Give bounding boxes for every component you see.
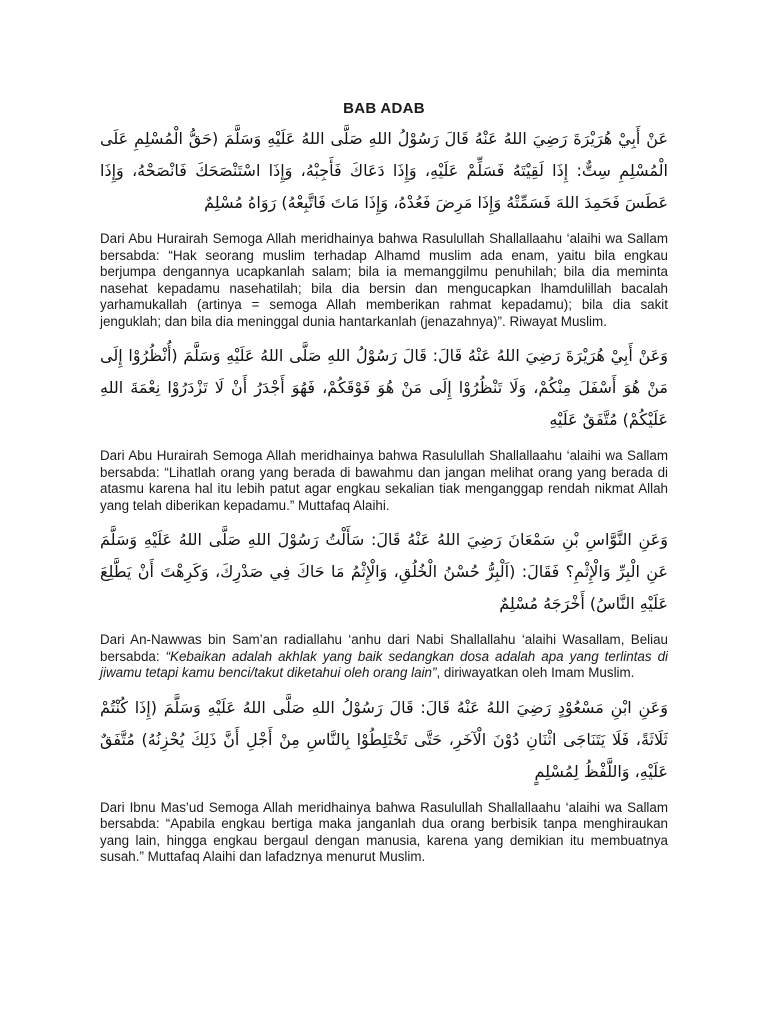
hadith-translation-1: Dari Abu Hurairah Semoga Allah meridhainya bahwa Rasulullah Shallallaahu ‘alaihi wa Sallam bersabda: “Hak seorang muslim terhadap Alhamd muslim ada enam, yaitu bila engkau berjumpa dengannya ucapkanlah salam; bila ia memanggilmu penuhilah; bila dia meminta nasehat kepadamu nasehatilah; bila dia bersin dan mengucapkan lhamdulillah bacalah yarhamukallah (artinya = semoga Allah memberikan rahmat kepadamu); bila dia sakit jenguklah; dan bila dia meninggal dunia hantarkanlah (jenazahnya)”. Riwayat Muslim. [100, 231, 668, 329]
hadith-translation-2: Dari Abu Hurairah Semoga Allah meridhainya bahwa Rasulullah Shallallaahu ‘alaihi wa Sallam bersabda: “Lihatlah orang yang berada di bawahmu dan jangan melihat orang yang berada di atasmu karena hal itu lebih patut agar engkau sekalian tiak menganggap rendah nikmat Allah yang telah diberikan kepadamu.” Muttafaq Alaihi. [100, 448, 668, 513]
page-title: BAB ADAB [343, 100, 425, 117]
translation-3-intro: Dari An-Nawwas bin Sam’an radiallahu ‘anhu dari Nabi Shallallahu ‘alaihi Wasallam, Beliau bersabda: [100, 632, 668, 664]
hadith-arabic-1: عَنْ أَبِيْ هُرَيْرَةَ رَضِيَ اللهُ عَنْهُ قَالَ رَسُوْلُ اللهِ صَلَّى اللهُ عَلَيْهِ وَسَلَّمَ (حَقُّ الْمُسْلِمِ عَلَى الْمُسْلِمِ سِتٌّ: إِذَا لَقِيْتَهُ فَسَلِّمْ عَلَيْهِ، وَإِذَا دَعَاكَ فَأَجِبْهُ، وَإِذَا اسْتَنْصَحَكَ فَانْصَحْهُ، وَإِذَا عَطَسَ فَحَمِدَ اللهَ فَسَمِّتْهُ وَإِذَا مَرِضَ فَعُدْهُ، وَإِذَا مَاتَ فَاتَّبِعْهُ) رَوَاهُ مُسْلِمٌ [100, 129, 668, 212]
hadith-arabic-2: وَعَنْ أَبِيْ هُرَيْرَةَ رَضِيَ اللهُ عَنْهُ قَالَ: قَالَ رَسُوْلُ اللهِ صَلَّى اللهُ عَلَيْهِ وَسَلَّمَ (أُنْظُرُوْا إِلَى مَنْ هُوَ أَسْفَلَ مِنْكُمْ، وَلَا تَنْظُرُوْا إِلَى مَنْ هُوَ فَوْقَكُمْ، فَهُوَ أَجْدَرُ أَنْ لَا تَزْدَرُوْا نِعْمَةَ اللهِ عَلَيْكُمْ) مُتَّفَقٌ عَلَيْهِ [100, 346, 668, 429]
hadith-arabic-4: وَعَنِ ابْنِ مَسْعُوْدٍ رَضِيَ اللهُ عَنْهُ قَالَ: قَالَ رَسُوْلُ اللهِ صَلَّى اللهُ عَلَيْهِ وَسَلَّمَ (إِذَا كُنْتُمْ ثَلَاثَةً، فَلَا يَتَنَاجَى اثْنَانِ دُوْنَ الْآخَرِ، حَتَّى تَخْتَلِطُوْا بِالنَّاسِ مِنْ أَجْلِ أَنَّ ذَلِكَ يُحْزِنُهُ) مُتَّفَقٌ عَلَيْهِ، وَاللَّفْظُ لِمُسْلِمٍ [100, 697, 668, 781]
hadith-arabic-3: وَعَنِ النَّوَّاسِ بْنِ سَمْعَانَ رَضِيَ اللهُ عَنْهُ قَالَ: سَأَلْتُ رَسُوْلَ اللهِ صَلَّى اللهُ عَلَيْهِ وَسَلَّمَ عَنِ الْبِرِّ وَالْإِثْمِ؟ فَقَالَ: (اَلْبِرُّ حُسْنُ الْخُلُقِ، وَالْإِثْمُ مَا حَاكَ فِي صَدْرِكَ، وَكَرِهْتَ أَنْ يَطَّلِعَ عَلَيْهِ النَّاسُ) أَخْرَجَهُ مُسْلِمٌ [100, 530, 668, 613]
hadith-translation-3 [100, 632, 668, 682]
translation-3-source: , diriwayatkan oleh Imam Muslim. [436, 665, 635, 680]
hadith-translation-4: Dari Ibnu Mas’ud Semoga Allah meridhainya bahwa Rasulullah Shallallaahu ‘alaihi wa Sallam bersabda: “Apabila engkau bertiga maka janganlah dua orang berbisik tanpa menghiraukan yang lain, hingga engkau bergaul dengan manusia, karena yang demikian itu membuatnya susah.” Muttafaq Alaihi dan lafadznya menurut Muslim. [100, 799, 668, 864]
document-page [100, 100, 668, 876]
translation-3-quote: “Kebaikan adalah akhlak yang baik sedangkan dosa adalah apa yang terlintas di jiwamu tetapi kamu benci/takut diketahui oleh orang lain” [100, 648, 668, 680]
